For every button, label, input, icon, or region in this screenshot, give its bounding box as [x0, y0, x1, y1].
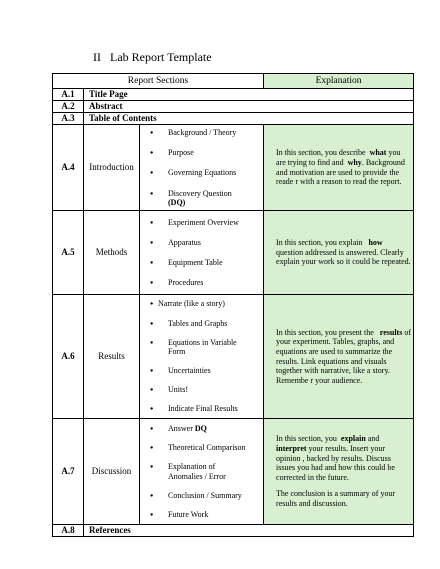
discussion-items: [140, 419, 264, 525]
explanation-text: In this section, you explain and interpret your results. Insert your opinion , backed by results. Discuss issues you had and how this could be corrected in the future.: [276, 434, 395, 482]
list-item: ● Procedures: [150, 278, 263, 287]
row-name: Table of Contents: [84, 113, 414, 125]
row-id: A.8: [53, 525, 84, 537]
row-name: References: [84, 525, 414, 537]
report-sections-table: [52, 73, 414, 537]
discussion-list: [140, 424, 263, 519]
header-explanation: Explanation: [264, 74, 414, 89]
list-item: ● Tables and Graphs: [150, 319, 263, 328]
introduction-list: [140, 128, 263, 207]
row-id: A.7: [53, 419, 84, 525]
list-item: ● Theoretical Comparison: [150, 443, 263, 452]
introduction-items: [140, 125, 264, 211]
document-heading: [93, 50, 212, 65]
discussion-explanation: [264, 419, 414, 525]
row-id: A.4: [53, 125, 84, 211]
header-report-sections: Report Sections: [53, 74, 264, 89]
explanation-text: In this section, you explain how question addressed is answered. Clearly explain your work so it could be repeated.: [276, 238, 411, 267]
list-item: ● Equations in Variable: [150, 338, 263, 347]
list-item: ● Background / Theory: [150, 128, 263, 137]
introduction-explanation: [264, 125, 414, 211]
list-item: ● Purpose: [150, 148, 263, 157]
row-name: Results: [84, 295, 140, 419]
emphasis-how: how: [368, 238, 383, 248]
results-list: [140, 299, 263, 413]
table-row-discussion: [53, 419, 414, 525]
emphasis-what: what: [369, 148, 387, 158]
table-row-a2: [53, 101, 414, 113]
list-item: ● Explanation of: [150, 462, 263, 471]
dq-abbrev: (DQ): [168, 197, 186, 207]
list-item: ● Equipment Table: [150, 258, 263, 267]
results-explanation: [264, 295, 414, 419]
row-name: Introduction: [84, 125, 140, 211]
row-id: A.6: [53, 295, 84, 419]
list-item: ● Discovery Question: [150, 189, 263, 198]
list-item: ● Apparatus: [150, 238, 263, 247]
explanation-text: In this section, you present the results of your experiment. Tables, graphs, and equations are used to summarize the results. Link equations and visuals together with narrative, like a story. Remembe r your audience.: [276, 327, 411, 385]
list-item: ● Narrate (like a story): [150, 299, 263, 308]
heading-title: Lab Report Template: [110, 50, 212, 64]
table-row-a1: [53, 89, 414, 101]
list-item: ● Units!: [150, 385, 263, 394]
row-name: Discussion: [84, 419, 140, 525]
list-item: ● Uncertainties: [150, 366, 263, 375]
list-item-continuation: Anomalies / Error: [168, 471, 226, 481]
table-row-introduction: [53, 125, 414, 211]
list-item: ● Conclusion / Summary: [150, 491, 263, 500]
list-item-continuation: [150, 198, 263, 207]
dq-abbrev: DQ: [194, 423, 207, 433]
row-name: Abstract: [84, 101, 414, 113]
row-name: Methods: [84, 211, 140, 295]
table-header-row: [53, 74, 414, 89]
methods-list: [140, 218, 263, 288]
row-id: A.5: [53, 211, 84, 295]
row-id: A.3: [53, 113, 84, 125]
emphasis-why: why: [347, 157, 362, 167]
table-row-a8: [53, 525, 414, 537]
emphasis-results: results: [379, 327, 403, 337]
list-item: ● Experiment Overview: [150, 218, 263, 227]
results-items: [140, 295, 264, 419]
list-item: ● Future Work: [150, 510, 263, 519]
row-id: A.2: [53, 101, 84, 113]
list-item: ● Indicate Final Results: [150, 404, 263, 413]
explanation-conclusion: The conclusion is a summary of your results and discussion.: [276, 489, 396, 508]
methods-items: [140, 211, 264, 295]
emphasis-explain: explain: [340, 434, 366, 444]
table-row-results: [53, 295, 414, 419]
list-item-continuation: Form: [168, 346, 186, 356]
list-item: ● Answer DQ: [150, 424, 263, 433]
table-row-a3: [53, 113, 414, 125]
list-item: ● Governing Equations: [150, 168, 263, 177]
row-id: A.1: [53, 89, 84, 101]
methods-explanation: [264, 211, 414, 295]
table-row-methods: [53, 211, 414, 295]
emphasis-interpret: interpret: [276, 444, 307, 454]
explanation-text: In this section, you describe what you are trying to find and why. Background and motivation are used to provide the reade r with a reason to read the report.: [276, 148, 405, 187]
heading-number: II: [93, 50, 101, 64]
row-name: Title Page: [84, 89, 414, 101]
